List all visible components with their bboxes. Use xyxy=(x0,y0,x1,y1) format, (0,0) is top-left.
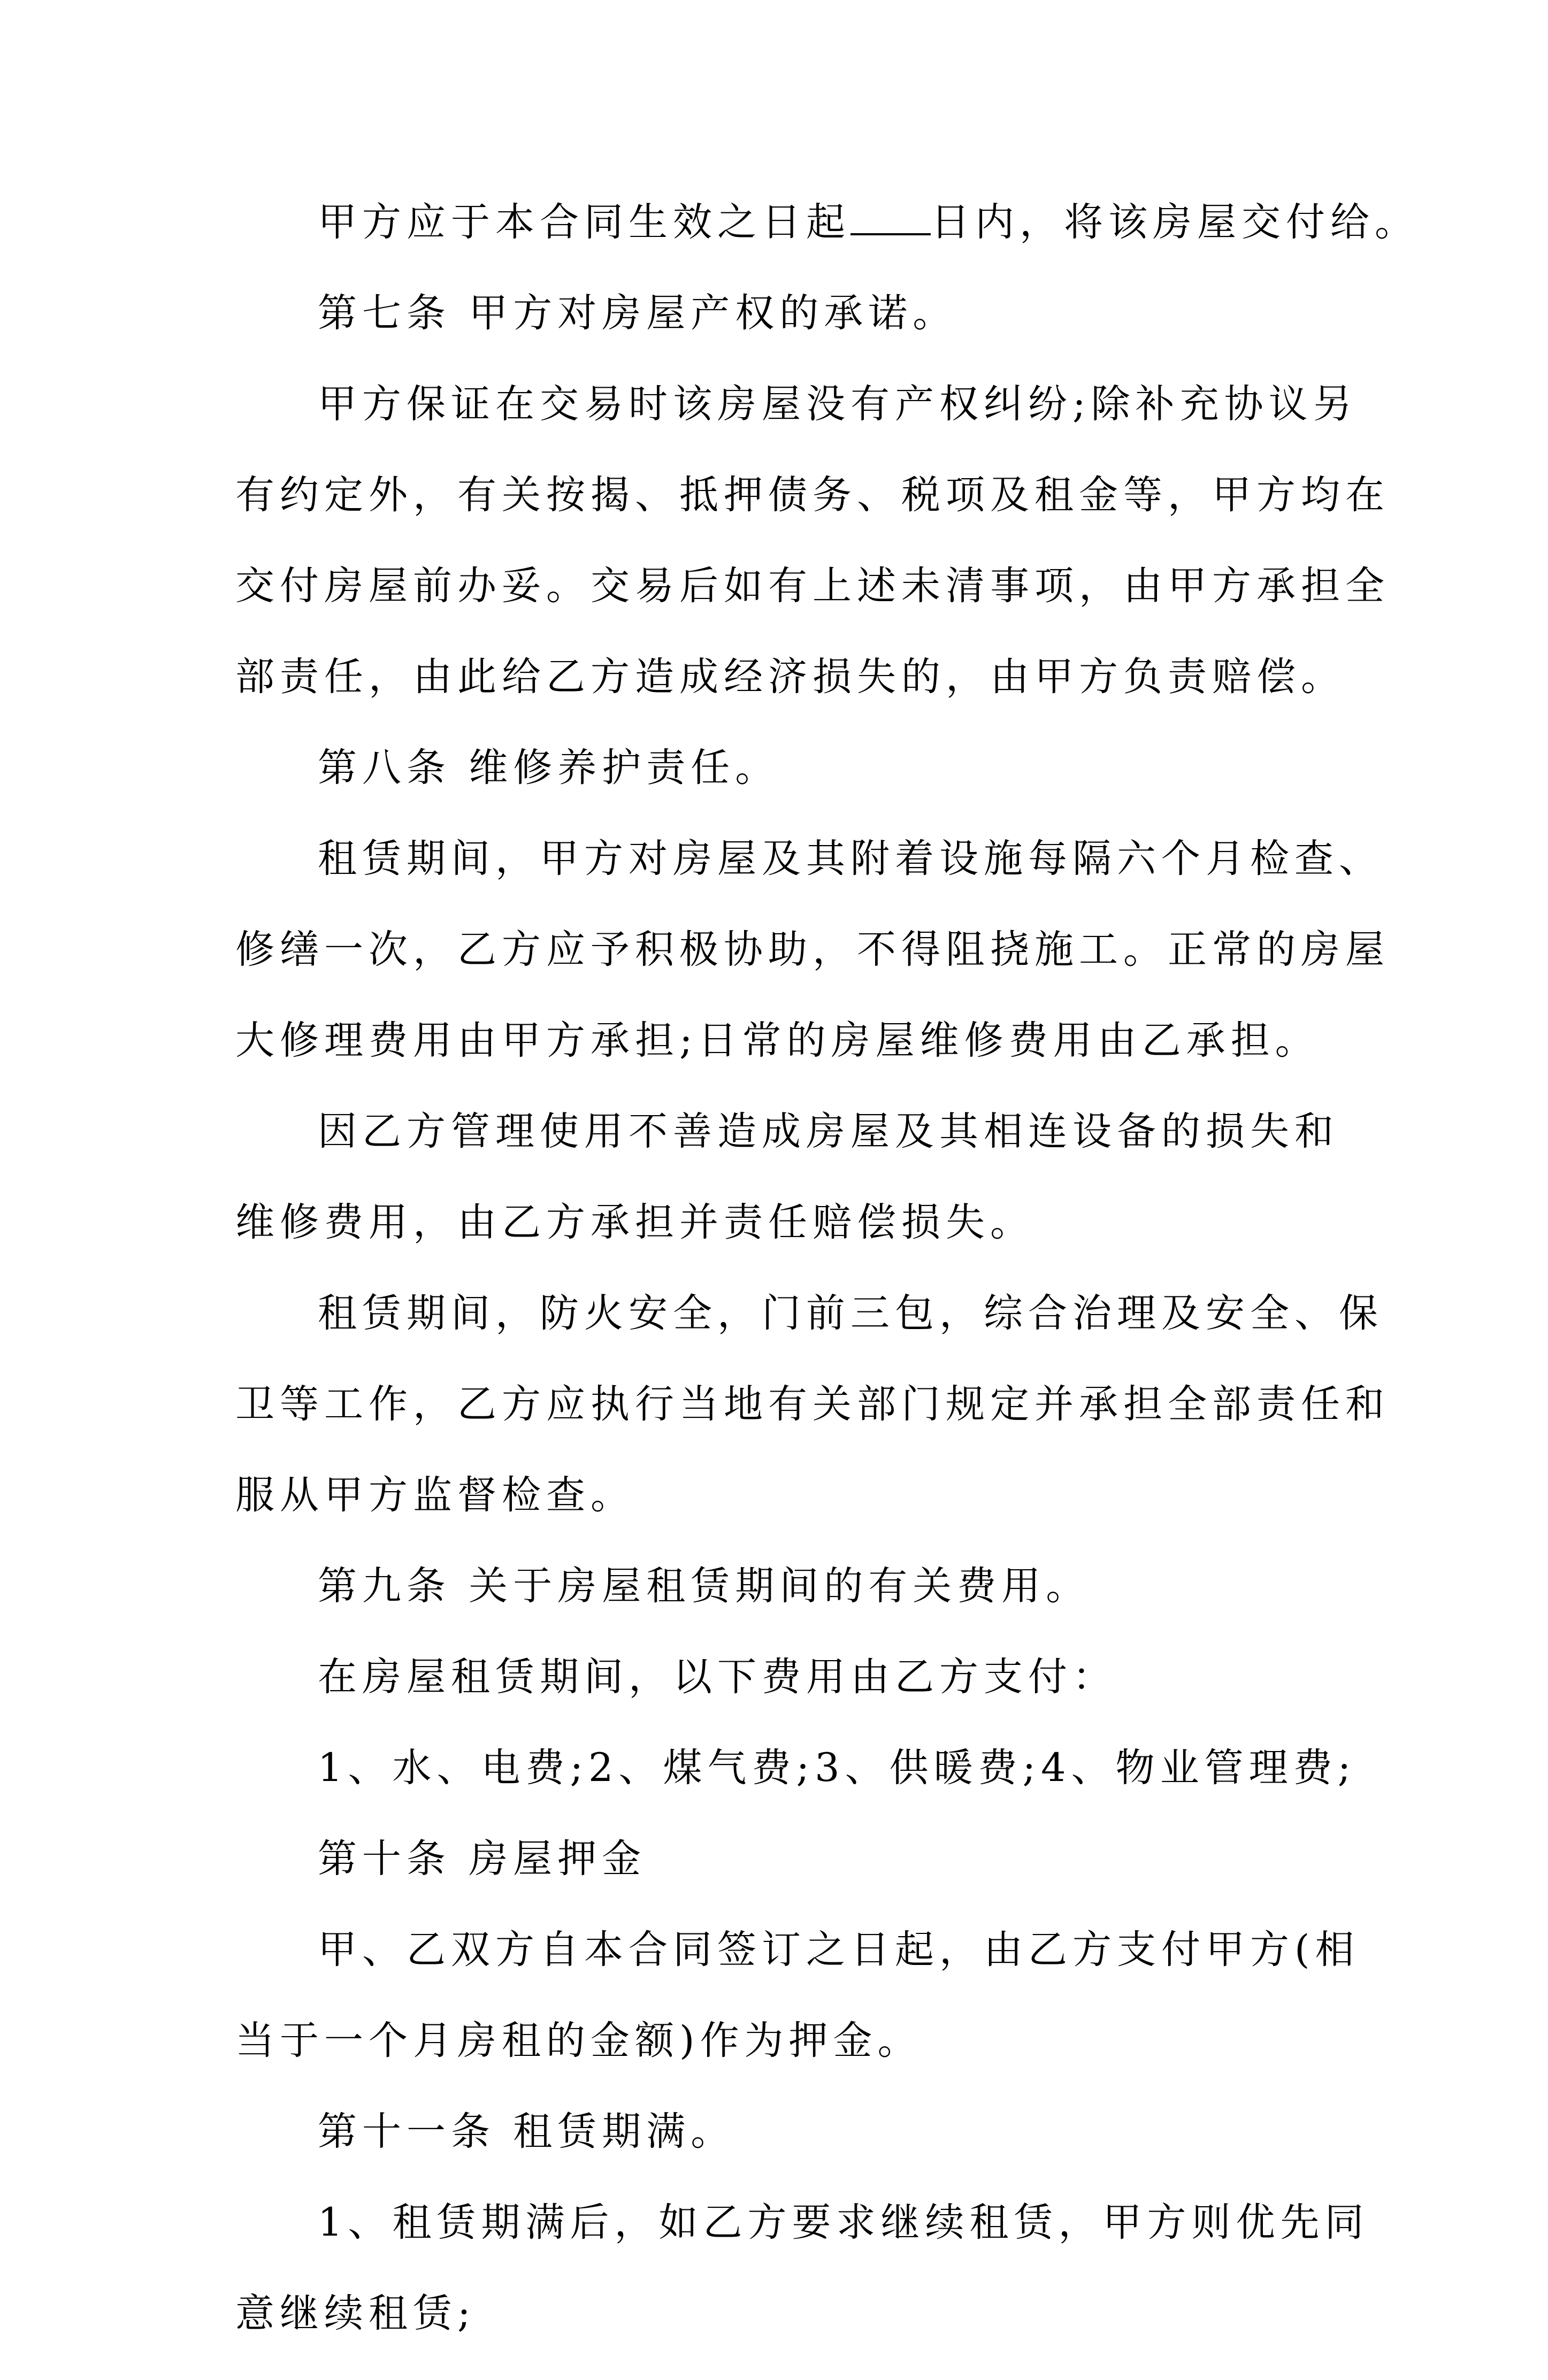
text-line: 意继续租赁; xyxy=(235,2291,476,2336)
text-line: 服从甲方监督检查。 xyxy=(235,1472,635,1518)
text-line: 甲方保证在交易时该房屋没有产权纠纷;除补充协议另 xyxy=(318,381,1358,427)
text-line: 有约定外，有关按揭、抵押债务、税项及租金等，甲方均在 xyxy=(235,472,1390,518)
text-line: 大修理费用由甲方承担;日常的房屋维修费用由乙承担。 xyxy=(235,1018,1320,1063)
text-segment: 日内，将该房屋交付给。 xyxy=(931,199,1419,245)
article-8-heading: 第八条 维修养护责任。 xyxy=(318,745,780,790)
article-7-heading: 第七条 甲方对房屋产权的承诺。 xyxy=(318,290,957,336)
paragraph-delivery-deadline xyxy=(235,198,1419,247)
text-line: 维修费用，由乙方承担并责任赔偿损失。 xyxy=(235,1200,1034,1245)
text-line: 1、水、电费;2、煤气费;3、供暖费;4、物业管理费; xyxy=(318,1745,1357,1791)
document-body xyxy=(235,198,1419,2380)
fill-in-blank xyxy=(850,198,931,235)
text-line: 1、租赁期满后，如乙方要求继续租赁，甲方则优先同 xyxy=(318,2200,1369,2245)
text-line: 租赁期间，甲方对房屋及其附着设施每隔六个月检查、 xyxy=(318,836,1383,881)
text-line: 部责任，由此给乙方造成经济损失的，由甲方负责赔偿。 xyxy=(235,654,1345,700)
text-line: 在房屋租赁期间，以下费用由乙方支付： xyxy=(318,1654,1117,1700)
text-line: 卫等工作，乙方应执行当地有关部门规定并承担全部责任和 xyxy=(235,1381,1390,1427)
article-9-heading: 第九条 关于房屋租赁期间的有关费用。 xyxy=(318,1563,1091,1609)
text-line: 因乙方管理使用不善造成房屋及其相连设备的损失和 xyxy=(318,1109,1339,1154)
text-line: 修缮一次，乙方应予积极协助，不得阻挠施工。正常的房屋 xyxy=(235,927,1390,972)
article-10-heading: 第十条 房屋押金 xyxy=(318,1836,647,1882)
text-line: 交付房屋前办妥。交易后如有上述未清事项，由甲方承担全 xyxy=(235,563,1390,609)
text-line: 甲、乙双方自本合同签订之日起，由乙方支付甲方(相 xyxy=(318,1927,1360,1972)
article-11-heading: 第十一条 租赁期满。 xyxy=(318,2109,735,2154)
text-line: 当于一个月房租的金额)作为押金。 xyxy=(235,2018,922,2063)
text-segment: 甲方应于本合同生效之日起 xyxy=(318,199,850,245)
text-line: 租赁期间，防火安全，门前三包，综合治理及安全、保 xyxy=(318,1291,1383,1336)
